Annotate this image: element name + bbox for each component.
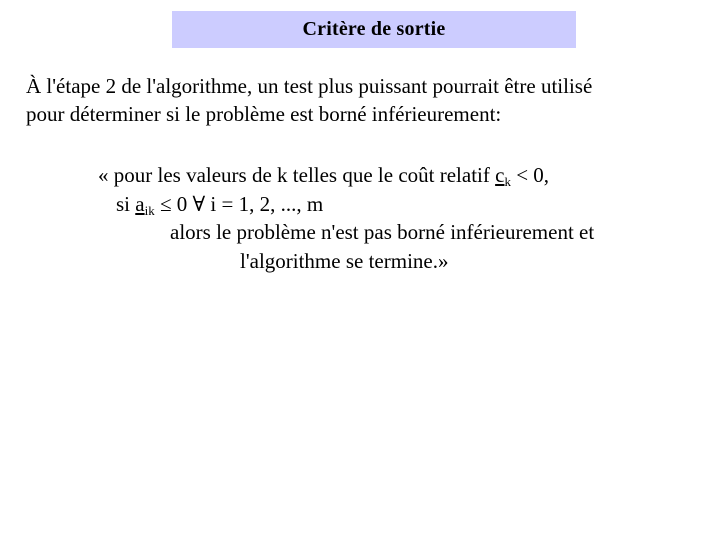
quote-line-3: alors le problème n'est pas borné inférieurement et (170, 220, 595, 244)
quote-line-1-prefix: « pour les valeurs de k telles que le coût relatif (98, 163, 496, 187)
quote-line-4: l'algorithme se termine.» (240, 249, 449, 273)
relative-cost-variable: c (495, 163, 505, 187)
intro-paragraph (26, 72, 706, 128)
coefficient-variable: a (135, 192, 145, 216)
relative-cost-subscript: k (504, 174, 511, 189)
quote-line-2-suffix: ≤ 0 ∀ i = 1, 2, ..., m (154, 192, 324, 216)
intro-line-1: À l'étape 2 de l'algorithme, un test plus puissant pourrait être utilisé (26, 74, 593, 98)
title-banner (172, 11, 576, 48)
coefficient-subscript: ik (144, 203, 155, 218)
intro-line-2: pour déterminer si le problème est borné inférieurement: (26, 102, 502, 126)
quote-line-1-suffix: < 0, (510, 163, 550, 187)
quote-line-2-prefix: si (116, 192, 136, 216)
page-title: Critère de sortie (302, 18, 446, 40)
quote-line-1 (98, 161, 549, 189)
quote-line-2 (116, 190, 323, 218)
